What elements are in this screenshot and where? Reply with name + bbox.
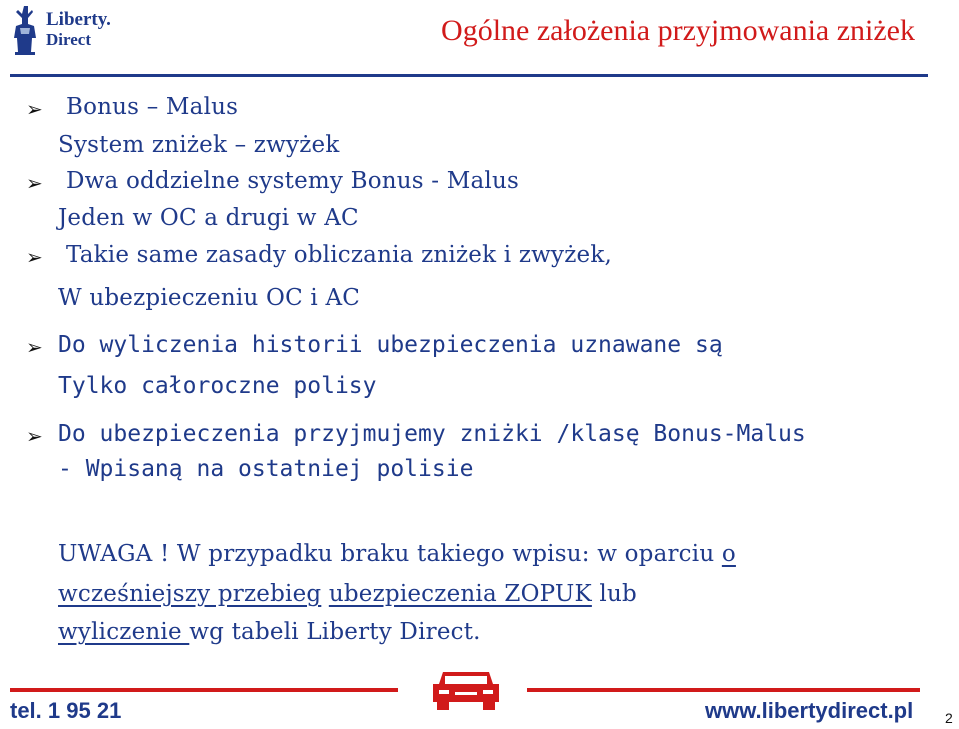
arrow-bullet-icon: ➢ (26, 97, 43, 121)
arrow-bullet-icon: ➢ (26, 335, 43, 359)
note-text (321, 581, 329, 607)
bullet-3-sub: W ubezpieczeniu OC i AC (58, 285, 361, 311)
note-underlined: o (721, 541, 736, 567)
car-icon (429, 664, 503, 712)
note-text: UWAGA ! W przypadku braku takiego wpisu: w oparciu (58, 541, 722, 567)
bullet-4-sub: Tylko całoroczne polisy (58, 373, 377, 399)
page-number: 2 (945, 710, 953, 726)
bullet-2-main: Dwa oddzielne systemy Bonus - Malus (66, 168, 519, 194)
bullet-2-sub: Jeden w OC a drugi w AC (58, 205, 359, 231)
note-text: wg tabeli Liberty Direct. (189, 619, 481, 645)
page-title: Ogólne założenia przyjmowania zniżek (441, 14, 915, 47)
bullet-4-main: Do wyliczenia historii ubezpieczenia uznawane są (58, 332, 723, 358)
bullet-5-main: Do ubezpieczenia przyjmujemy zniżki /klasę Bonus-Malus (58, 421, 806, 447)
statue-of-liberty-icon (6, 4, 44, 56)
note-line-2 (58, 581, 637, 607)
arrow-bullet-icon: ➢ (26, 245, 43, 269)
footer-website-link[interactable]: www.libertydirect.pl (705, 698, 914, 723)
arrow-bullet-icon: ➢ (26, 171, 43, 195)
footer-divider-right (527, 688, 920, 692)
note-line-3 (58, 619, 481, 645)
footer-phone: tel. 1 95 21 (10, 698, 122, 723)
header-divider (10, 74, 928, 77)
logo-line2: Direct (46, 30, 91, 49)
bullet-1-sub: System zniżek – zwyżek (58, 132, 340, 158)
note-underlined: ubezpieczenia ZOPUK (328, 581, 592, 607)
footer-divider-left (10, 688, 398, 692)
note-line-1 (58, 541, 736, 567)
logo-line1: Liberty. (46, 9, 111, 30)
liberty-direct-logo (6, 4, 126, 58)
bullet-1-main: Bonus – Malus (66, 94, 239, 120)
bullet-3-main: Takie same zasady obliczania zniżek i zwyżek, (66, 242, 612, 268)
arrow-bullet-icon: ➢ (26, 424, 43, 448)
bullet-5-sub: - Wpisaną na ostatniej polisie (58, 456, 474, 482)
note-underlined: wyliczenie (58, 619, 190, 645)
note-text: lub (591, 581, 637, 607)
note-underlined: wcześniejszy przebieg (58, 581, 322, 607)
